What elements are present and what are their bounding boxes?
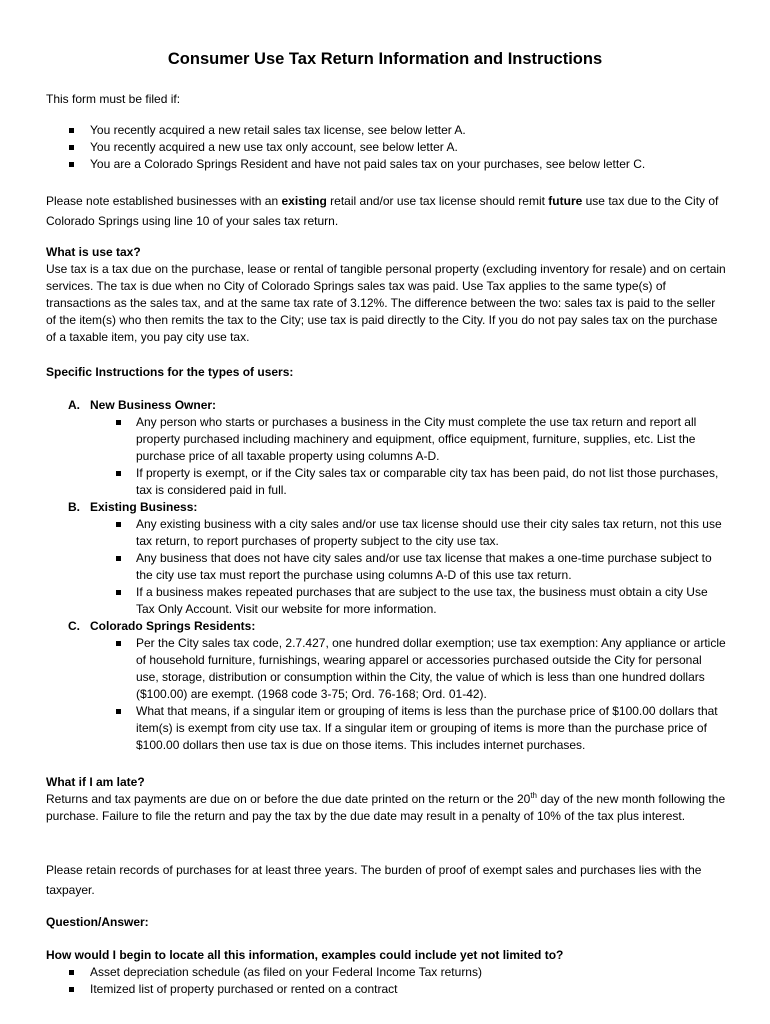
list-item: You are a Colorado Springs Resident and have not paid sales tax on your purchases, see below letter C. (46, 156, 726, 173)
intro-text: This form must be filed if: (46, 92, 181, 106)
list-item: If property is exempt, or if the City sales tax or comparable city tax has been paid, do not list those purchases, tax is considered paid in full. (46, 465, 726, 499)
section-heading-row (46, 397, 726, 414)
file-if-list (46, 122, 726, 173)
retain-paragraph: Please retain records of purchases for at least three years. The burden of proof of exempt sales and purchases lies with the taxpayer. (46, 863, 702, 897)
list-item: Any person who starts or purchases a business in the City must complete the use tax return and report all property purchased including machinery and equipment, office equipment, furniture, supplies, etc. List the purchase price of all taxable property using columns A-D. (46, 414, 726, 465)
late-text: day of the new month following the purchase. Failure to file the return and pay the tax by the due date may result in a penalty of 10% of the tax plus interest. (46, 792, 726, 823)
section-heading: New Business Owner: (90, 398, 217, 412)
section-letter: C. (68, 619, 80, 633)
section-new-business-owner (46, 397, 726, 499)
list-item: Any business that does not have city sales and/or use tax license that makes a one-time purchase subject to the city use tax must report the purchase using columns A-D of this use tax return. (46, 550, 726, 584)
late-superscript: th (530, 791, 537, 800)
note-text: Please note established businesses with an (46, 194, 282, 208)
section-letter: A. (68, 398, 80, 412)
list-item: Per the City sales tax code, 2.7.427, one hundred dollar exemption; use tax exemption: Any appliance or article of household furniture, furnishings, wearing apparel or accessories purchased outside the City for personal use, storage, distribution or consumption within the City, the value of which is less than one hundred dollars ($100.00) are exempt. (1968 code 3-75; Ord. 76-168; Ord. 01-42). (46, 635, 726, 703)
late-section (46, 774, 726, 825)
section-body: Use tax is a tax due on the purchase, lease or rental of tangible personal property (excluding inventory for resale) and on certain services. The tax is due when no City of Colorado Springs sales tax was paid. Use Tax applies to the same type(s) of transactions as the sales tax, and at the same tax rate of 3.12%. The difference between the two: sales tax is paid to the seller of the item(s) who then remits the tax to the City; use tax is paid directly to the City. If you do not pay sales tax on the purchase of a taxable item, you pay city use tax. (46, 262, 726, 344)
locate-list (46, 964, 726, 998)
note-bold-existing: existing (281, 194, 327, 208)
section-colorado-springs-residents (46, 618, 726, 754)
section-heading-row (46, 618, 726, 635)
note-bold-future: future (548, 194, 583, 208)
section-heading: What if I am late? (46, 775, 145, 789)
list-item: You recently acquired a new use tax only account, see below letter A. (46, 139, 726, 156)
page-title: Consumer Use Tax Return Information and Instructions (167, 50, 603, 68)
section-letter: B. (68, 500, 80, 514)
section-heading: Existing Business: (90, 500, 198, 514)
residents-list (46, 635, 726, 754)
list-item: What that means, if a singular item or grouping of items is less than the purchase price of $100.00 dollars that item(s) is exempt from city use tax. If a singular item or grouping of items is more than the purchase price of $100.00 dollars then use tax is due on those items. This includes internet purchases. (46, 703, 726, 754)
section-heading: Colorado Springs Residents: (90, 619, 256, 633)
section-heading: How would I begin to locate all this information, examples could include yet not limited to? (46, 948, 564, 962)
new-business-list (46, 414, 726, 499)
section-body (46, 791, 726, 825)
section-heading: Specific Instructions for the types of users: (46, 365, 294, 379)
note-text: retail and/or use tax license should remit (326, 194, 549, 208)
list-item: Any existing business with a city sales and/or use tax license should use their city sales tax return, not this use tax return, to report purchases of property subject to the city use tax. (46, 516, 726, 550)
note-text: use tax due to the City of Colorado Springs using line 10 of your sales tax return. (46, 194, 719, 228)
list-item: Asset depreciation schedule (as filed on your Federal Income Tax returns) (46, 964, 726, 981)
what-is-use-tax-section (46, 244, 726, 346)
existing-business-list (46, 516, 726, 618)
list-item: You recently acquired a new retail sales tax license, see below letter A. (46, 122, 726, 139)
late-text: Returns and tax payments are due on or before the due date printed on the return or the 20 (46, 792, 531, 806)
section-heading: What is use tax? (46, 245, 141, 259)
section-existing-business (46, 499, 726, 618)
note-paragraph (46, 191, 726, 231)
locate-section (46, 947, 726, 998)
list-item: If a business makes repeated purchases that are subject to the use tax, the business must obtain a city Use Tax Only Account. Visit our website for more information. (46, 584, 726, 618)
list-item: Itemized list of property purchased or rented on a contract (46, 981, 726, 998)
section-heading-row (46, 499, 726, 516)
section-heading: Question/Answer: (46, 915, 149, 929)
user-types (46, 397, 726, 754)
